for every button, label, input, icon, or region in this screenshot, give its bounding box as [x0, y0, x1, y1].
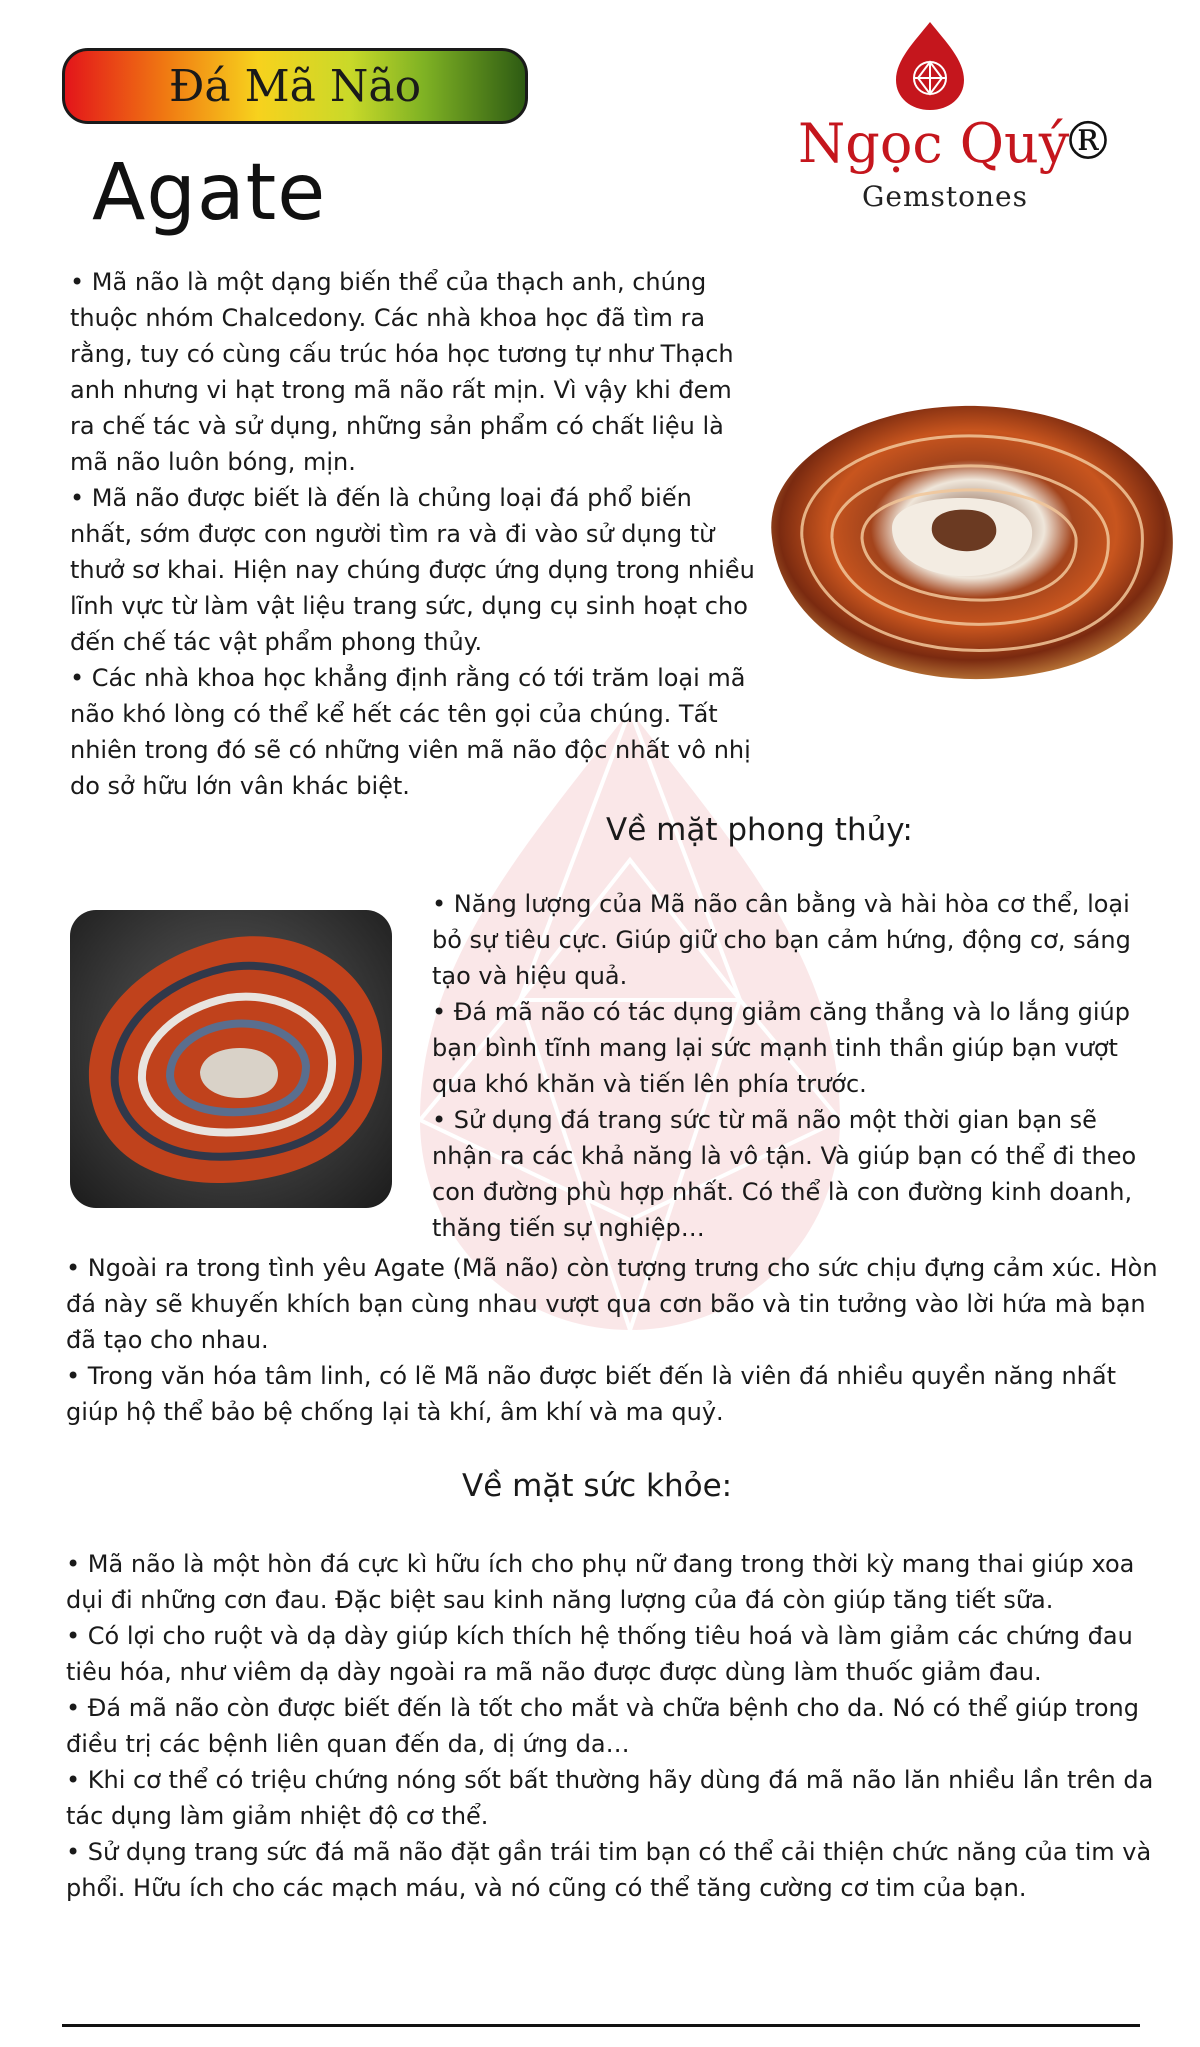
bottom-divider [62, 2024, 1140, 2027]
fengshui-item: • Đá mã não có tác dụng giảm căng thẳng và lo lắng giúp bạn bình tĩnh mang lại sức mạnh tinh thần giúp bạn vượt qua khó khăn và tiến lên phía trước. [432, 998, 1130, 1098]
health-item: • Khi cơ thể có triệu chứng nóng sốt bất thường hãy dùng đá mã não lăn nhiều lần trên da tác dụng làm giảm nhiệt độ cơ thể. [66, 1766, 1154, 1830]
fengshui-item: • Năng lượng của Mã não cân bằng và hài hòa cơ thể, loại bỏ sự tiêu cực. Giúp giữ cho bạn cảm hứng, động cơ, sáng tạo và hiệu quả. [432, 890, 1131, 990]
fengshui-item: • Sử dụng đá trang sức từ mã não một thời gian bạn sẽ nhận ra các khả năng là vô tận. Và giúp bạn có thể đi theo con đường phù hợp nhất. Có thể là con đường kinh doanh, thăng tiến sự nghiệp… [432, 1106, 1137, 1242]
logo-name: Ngọc Quý [798, 112, 1070, 175]
fengshui-full-list [66, 1250, 1166, 1430]
intro-section [70, 264, 760, 804]
brand-logo [790, 14, 1130, 214]
agate-stone-image [70, 910, 392, 1208]
health-item: • Có lợi cho ruột và dạ dày giúp kích thích hệ thống tiêu hoá và làm giảm các chứng đau tiêu hóa, như viêm dạ dày ngoài ra mã não được được dùng làm thuốc giảm đau. [66, 1622, 1133, 1686]
badge-title-text: Đá Mã Não [168, 60, 422, 112]
health-list [66, 1546, 1156, 1906]
health-title: Về mặt sức khỏe: [462, 1468, 733, 1504]
health-item: • Sử dụng trang sức đá mã não đặt gần trái tim bạn có thể cải thiện chức năng của tim và phổi. Hữu ích cho các mạch máu, và nó cũng có thể tăng cường cơ tim của bạn. [66, 1838, 1152, 1902]
intro-item: • Mã não là một dạng biến thể của thạch anh, chúng thuộc nhóm Chalcedony. Các nhà khoa học đã tìm ra rằng, tuy có cùng cấu trúc hóa học tương tự như Thạch anh nhưng vi hạt trong mã não rất mịn. Vì vậy khi đem ra chế tác và sử dụng, những sản phẩm có chất liệu là mã não luôn bóng, mịn. [70, 268, 734, 476]
health-item: • Mã não là một hòn đá cực kì hữu ích cho phụ nữ đang trong thời kỳ mang thai giúp xoa dụi đi những cơn đau. Đặc biệt sau kinh năng lượng của đá còn giúp tăng tiết sữa. [66, 1550, 1135, 1614]
agate-slice-image [742, 398, 1182, 688]
intro-item: • Mã não được biết là đến là chủng loại đá phổ biến nhất, sớm được con người tìm ra và đi vào sử dụng từ thưở sơ khai. Hiện nay chúng được ứng dụng trong nhiều lĩnh vực từ làm vật liệu trang sức, dụng cụ sinh hoạt cho đến chế tác vật phẩm phong thủy. [70, 484, 755, 656]
fengshui-right-list [432, 886, 1160, 1246]
logo-subtitle: Gemstones [862, 180, 1028, 213]
page-title: Agate [92, 148, 327, 238]
title-badge [62, 48, 528, 124]
fengshui-item: • Trong văn hóa tâm linh, có lẽ Mã não được biết đến là viên đá nhiều quyền năng nhất giúp hộ thể bảo bệ chống lại tà khí, âm khí và ma quỷ. [66, 1362, 1117, 1426]
fengshui-title: Về mặt phong thủy: [606, 812, 913, 848]
agate-stone-graphic [70, 910, 392, 1208]
health-item: • Đá mã não còn được biết đến là tốt cho mắt và chữa bệnh cho da. Nó có thể giúp trong điều trị các bệnh liên quan đến da, dị ứng da… [66, 1694, 1139, 1758]
logo-registered-mark: ® [1062, 112, 1114, 172]
gem-logo-icon [894, 20, 966, 112]
fengshui-item: • Ngoài ra trong tình yêu Agate (Mã não) còn tượng trưng cho sức chịu đựng cảm xúc. Hòn đá này sẽ khuyến khích bạn cùng nhau vượt qua cơn bão và tin tưởng vào lời hứa mà bạn đã tạo cho nhau. [66, 1254, 1158, 1354]
intro-item: • Các nhà khoa học khẳng định rằng có tới trăm loại mã não khó lòng có thể kể hết các tên gọi của chúng. Tất nhiên trong đó sẽ có những viên mã não độc nhất vô nhị do sở hữu lớn vân khác biệt. [70, 664, 751, 800]
